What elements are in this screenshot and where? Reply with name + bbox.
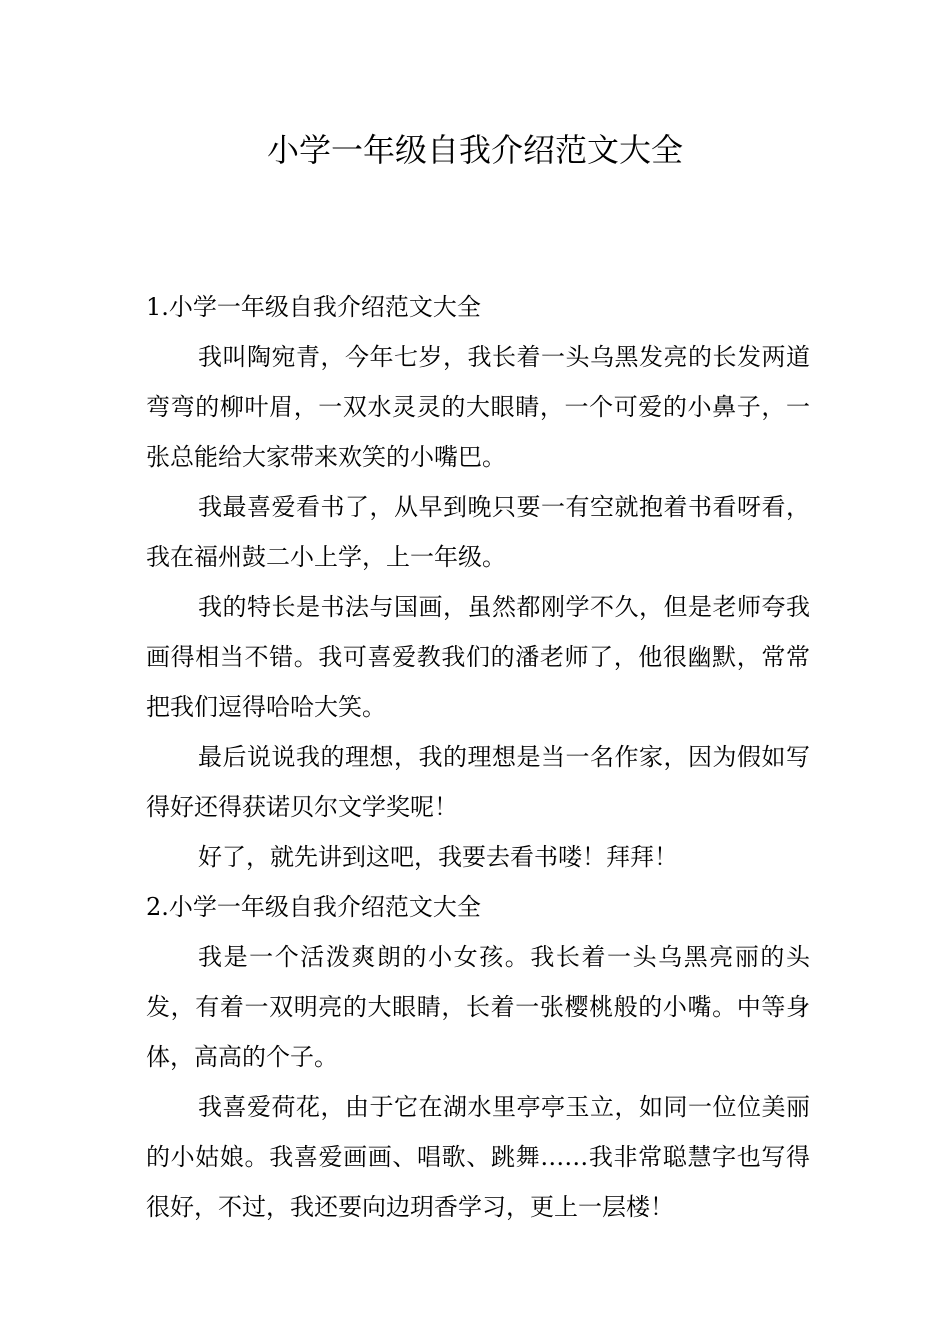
section-heading: 2.小学一年级自我介绍范文大全 xyxy=(146,893,481,921)
section-heading: 1.小学一年级自我介绍范文大全 xyxy=(146,293,481,321)
paragraph: 我叫陶宛青，今年七岁，我长着一头乌黑发亮的长发两道弯弯的柳叶眉，一双水灵灵的大眼睛，一个可爱的小鼻子，一张总能给大家带来欢笑的小嘴巴。 xyxy=(146,343,810,471)
paragraph: 我的特长是书法与国画，虽然都刚学不久，但是老师夸我画得相当不错。我可喜爱教我们的潘老师了，他很幽默，常常把我们逗得哈哈大笑。 xyxy=(146,593,810,721)
paragraph: 好了，就先讲到这吧，我要去看书喽！拜拜！ xyxy=(198,843,678,871)
document-body xyxy=(146,282,810,1232)
paragraph: 我喜爱荷花，由于它在湖水里亭亭玉立，如同一位位美丽的小姑娘。我喜爱画画、唱歌、跳舞……我非常聪慧字也写得很好，不过，我还要向边玥香学习，更上一层楼！ xyxy=(146,1093,810,1221)
paragraph: 我最喜爱看书了，从早到晚只要一有空就抱着书看呀看，我在福州鼓二小上学，上一年级。 xyxy=(146,493,810,571)
page-title: 小学一年级自我介绍范文大全 xyxy=(266,131,683,169)
paragraph: 我是一个活泼爽朗的小女孩。我长着一头乌黑亮丽的头发，有着一双明亮的大眼睛，长着一张樱桃般的小嘴。中等身体，高高的个子。 xyxy=(146,943,810,1071)
paragraph: 最后说说我的理想，我的理想是当一名作家，因为假如写得好还得获诺贝尔文学奖呢！ xyxy=(146,743,810,821)
